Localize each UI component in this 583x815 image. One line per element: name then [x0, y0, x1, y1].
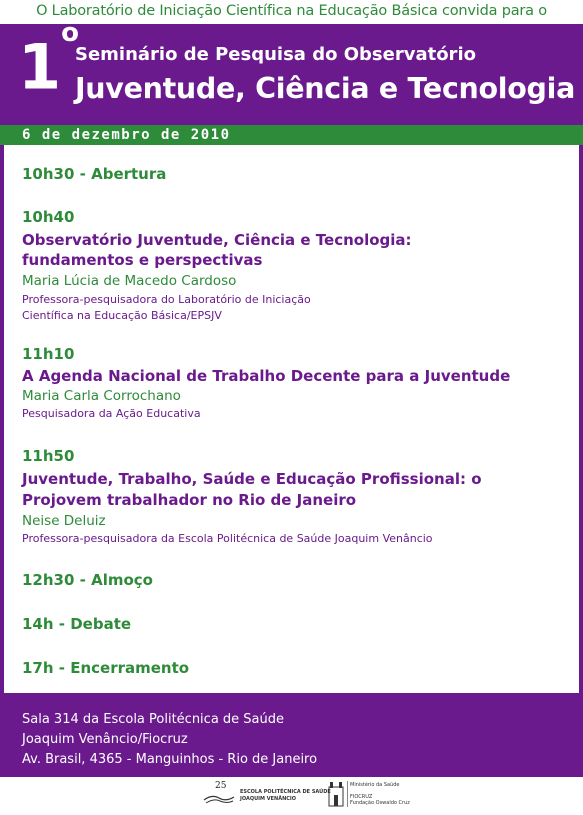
item1-speaker: Maria Lúcia de Macedo Cardoso	[22, 273, 237, 289]
ministry-name: Ministério da Saúde	[350, 782, 400, 788]
item1-role-line1: Professora-pesquisadora do Laboratório de Iniciação	[22, 293, 311, 306]
venue-line1: Sala 314 da Escola Politécnica de Saúde	[22, 712, 285, 727]
item1-title-line1: Observatório Juventude, Ciência e Tecnologia:	[22, 231, 412, 249]
item2-speaker: Maria Carla Corrochano	[22, 388, 181, 404]
seminar-subtitle: Seminário de Pesquisa do Observatório	[75, 44, 476, 65]
invitation-text: O Laboratório de Iniciação Científica na Educação Básica convida para o	[36, 3, 547, 19]
item1-title-line2: fundamentos e perspectivas	[22, 251, 263, 269]
fiocruz-full-name: Fundação Oswaldo Cruz	[350, 800, 410, 806]
item2-title: A Agenda Nacional de Trabalho Decente para a Juventude	[22, 367, 511, 385]
edition-number: 1 $^o$	[18, 18, 80, 104]
epsjv-name-line1: ESCOLA POLITÉCNICA DE SAÚDE	[240, 789, 331, 795]
item1-time: 10h40	[22, 208, 75, 226]
item2-role: Pesquisadora da Ação Educativa	[22, 407, 201, 420]
lunch-item: 12h30 - Almoço	[22, 571, 153, 589]
venue-line3: Av. Brasil, 4365 - Manguinhos - Rio de Janeiro	[22, 752, 318, 767]
venue-line2: Joaquim Venâncio/Fiocruz	[22, 732, 188, 747]
item2-time: 11h10	[22, 345, 75, 363]
item1-role-line2: Científica na Educação Básica/EPSJV	[22, 309, 222, 322]
event-date: 6 de dezembro de 2010	[22, 127, 231, 143]
fiocruz-name: FIOCRUZ	[350, 794, 373, 800]
item3-time: 11h50	[22, 447, 75, 465]
epsjv-name-line2: JOAQUIM VENÂNCIO	[240, 796, 297, 802]
item3-speaker: Neise Deluiz	[22, 513, 106, 529]
venue-address	[22, 710, 317, 770]
closing-item: 17h - Encerramento	[22, 659, 190, 677]
item3-title-line2: Projovem trabalhador no Rio de Janeiro	[22, 491, 357, 509]
debate-item: 14h - Debate	[22, 615, 132, 633]
fiocruz-castle-icon	[328, 781, 344, 807]
ordinal-indicator: o	[61, 18, 80, 48]
opening-item: 10h30 - Abertura	[22, 165, 167, 183]
logo-divider	[347, 781, 348, 807]
item3-role: Professora-pesquisadora da Escola Politécnica de Saúde Joaquim Venâncio	[22, 532, 433, 545]
item3-title-line1: Juventude, Trabalho, Saúde e Educação Profissional: o	[22, 470, 482, 488]
epsjv-emblem-icon: 25	[202, 783, 236, 805]
seminar-title: Juventude, Ciência e Tecnologia	[75, 72, 576, 105]
